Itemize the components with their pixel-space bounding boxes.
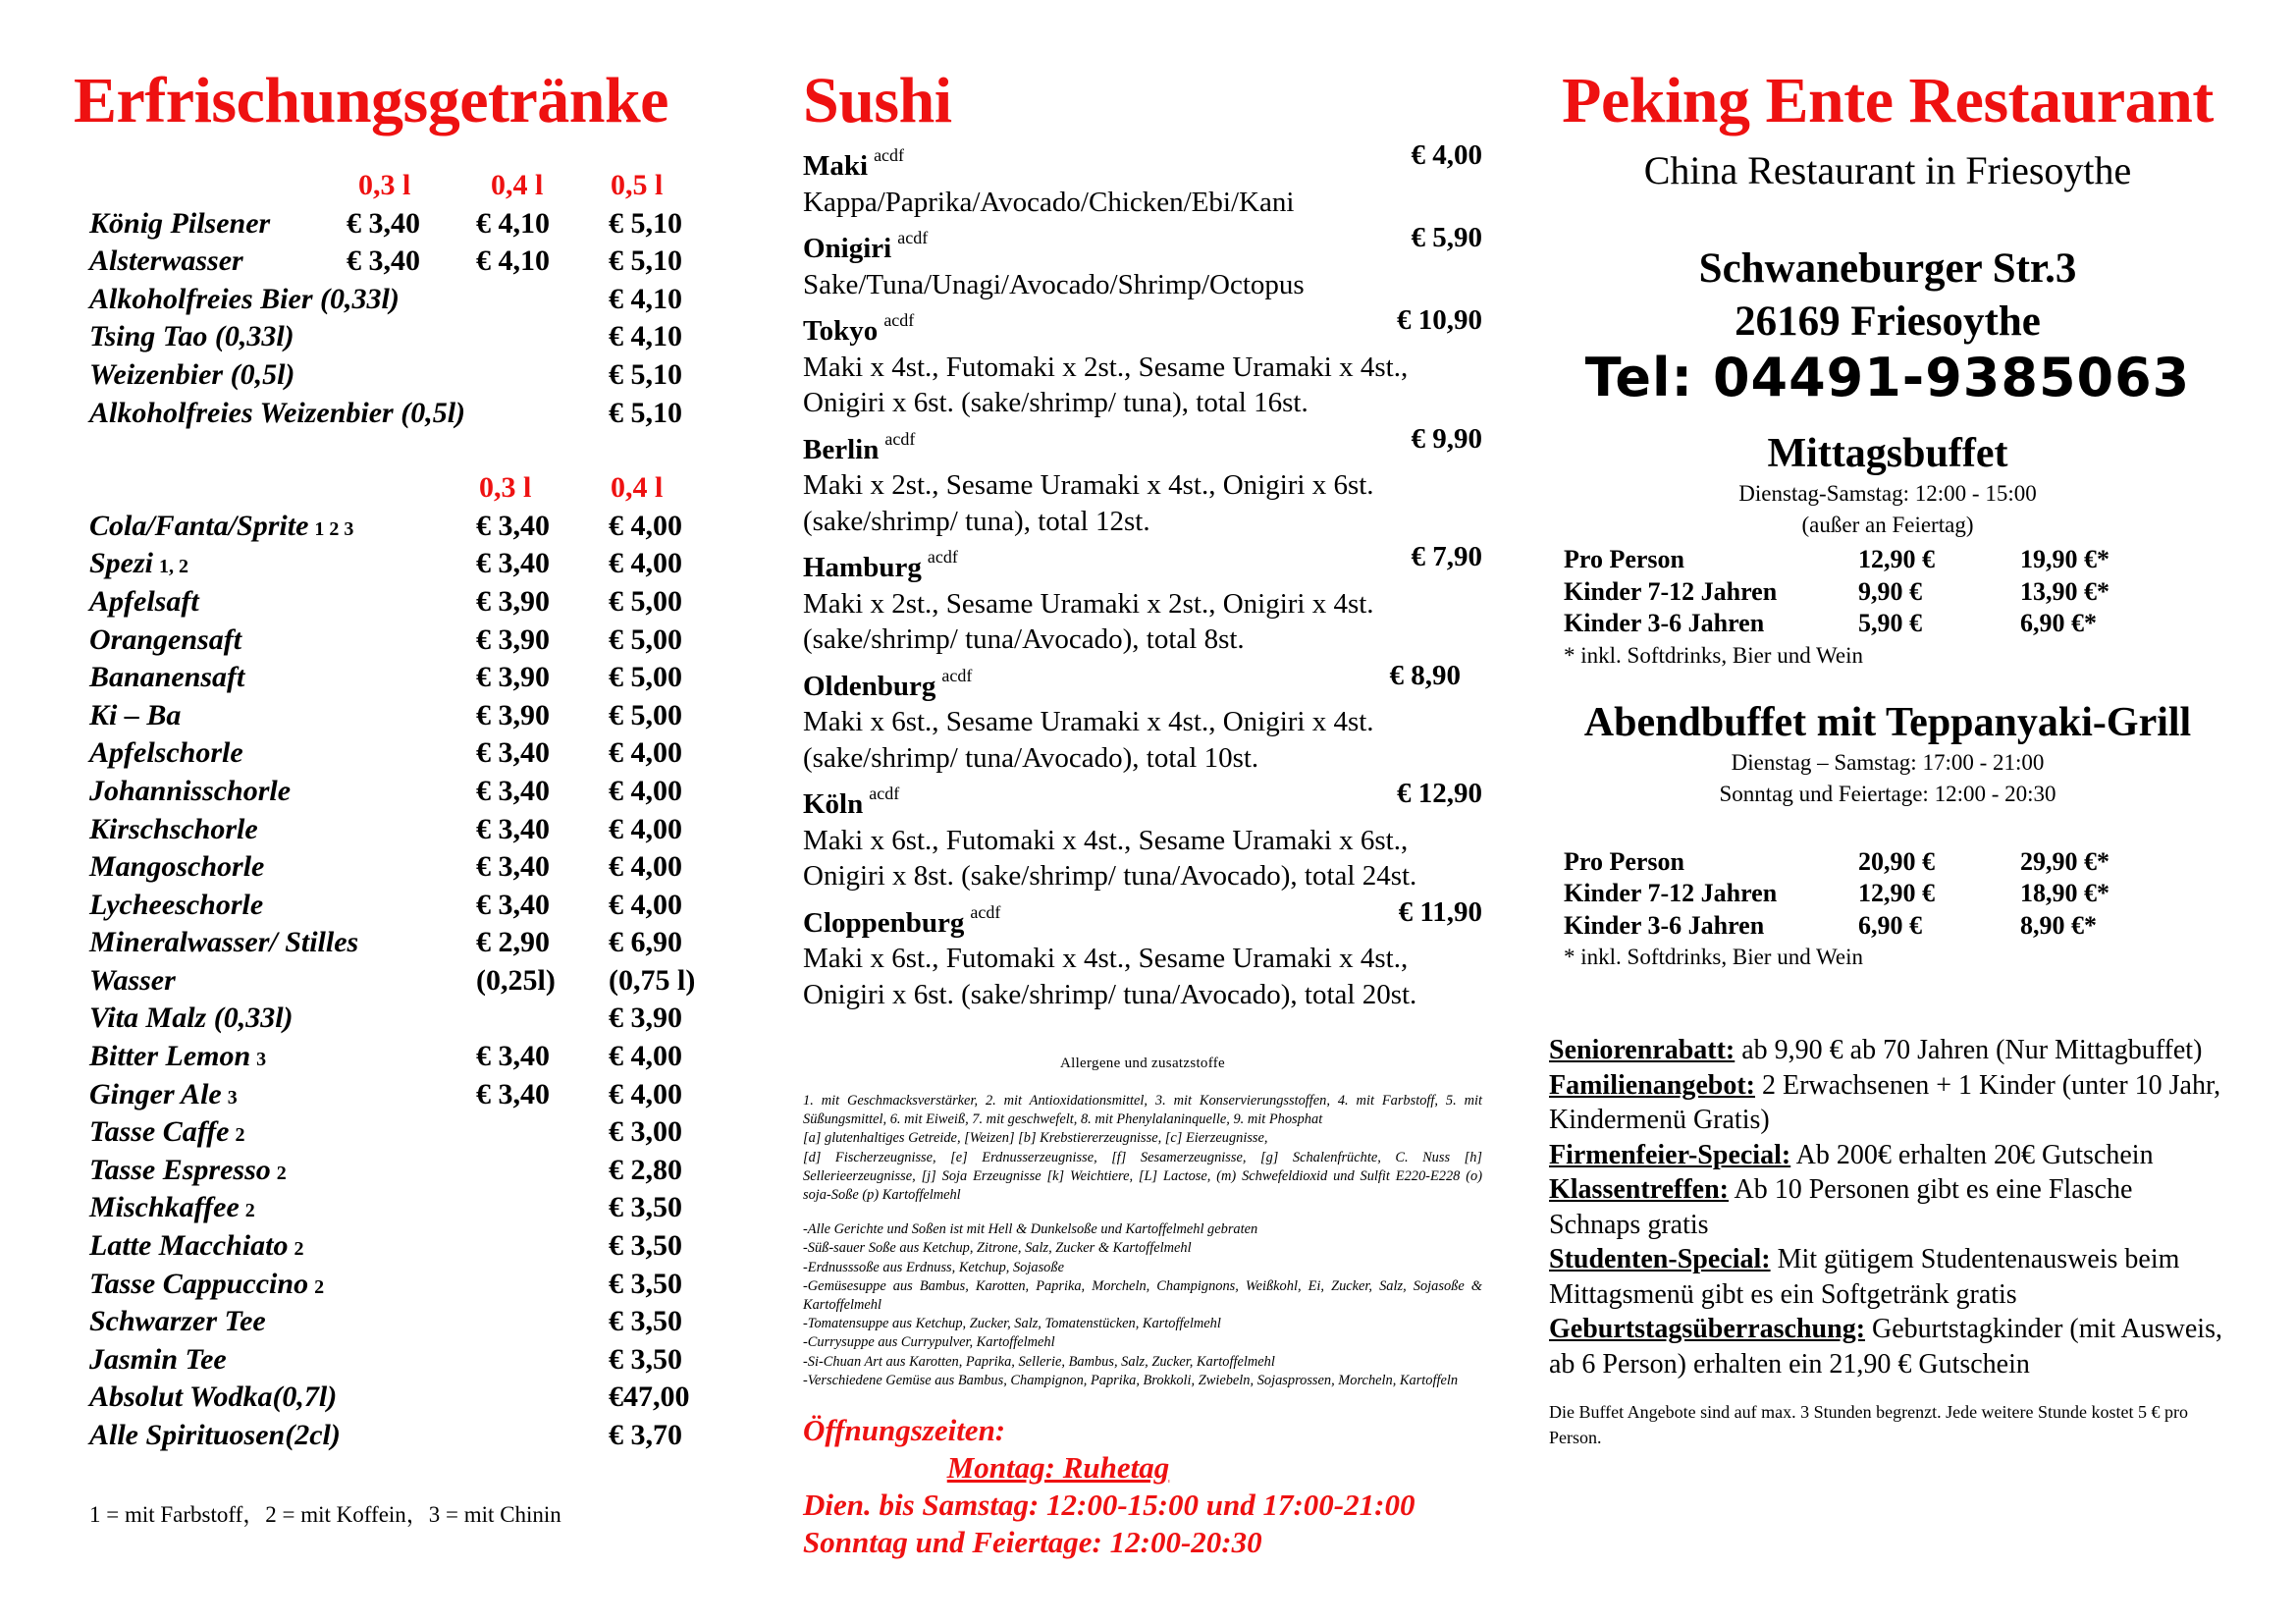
lunch-buffet-time: (außer an Feiertag) <box>1801 513 1974 537</box>
drink-name: Mineralwasser/ Stilles <box>89 926 359 959</box>
drink-price-large: € 5,00 <box>609 661 682 694</box>
offer-label: Familienangebot: <box>1549 1069 1755 1101</box>
sushi-item-description: (sake/shrimp/ tuna/Avocado), total 8st. <box>803 623 1245 655</box>
drink-name: Mischkaffee <box>89 1191 240 1224</box>
drink-row <box>74 813 731 851</box>
drink-price-small: € 3,40 <box>476 1040 550 1073</box>
drink-row <box>74 661 731 699</box>
beer-table <box>74 169 731 434</box>
sauce-note: -Alle Gerichte und Soßen ist mit Hell & Dunkelsoße und Kartoffelmehl gebraten <box>803 1221 1258 1238</box>
drink-name-wrap <box>89 547 188 580</box>
drink-name: Tasse Cappuccino <box>89 1267 309 1300</box>
drink-additive-note: 3 <box>227 1086 238 1109</box>
drink-name: Apfelsaft <box>89 584 199 618</box>
sushi-item-description: Onigiri x 6st. (sake/shrimp/ tuna), total 16st. <box>803 387 1308 418</box>
beer-size-header: 0,3 l <box>358 169 411 201</box>
drink-price-small: € 3,90 <box>476 584 550 618</box>
offer-text: 2 Erwachsenen + 1 Kinder (unter 10 Jahr, Kindermenü Gratis) <box>1549 1069 2221 1135</box>
allergens-line: [d] Fischerzeugnisse, [e] Erdnusserzeugnisse, [f] Sesamerzeugnisse, [g] Schalenfrüchte, C. Nuss [h] Sellerieerzeugnisse, [j] Soja Erzeugnisse [k] Weichtiere, [L] Lactose, (m) Schwefeldioxid und Sulfit E220-E228 (o) soja-Soße (p) Kartoffelmehl <box>803 1149 1482 1204</box>
buffet-price: 9,90 € <box>1858 576 1922 606</box>
drink-row <box>74 964 731 1002</box>
drink-row <box>74 850 731 889</box>
sushi-allergen-codes: acdf <box>897 228 929 247</box>
drink-row <box>74 775 731 813</box>
drink-price-large: € 4,00 <box>609 736 682 770</box>
address-city: 26169 Friesoythe <box>1735 298 2041 345</box>
buffet-price-row <box>1549 577 2226 610</box>
drink-row <box>74 736 731 775</box>
sushi-item-price: € 4,00 <box>1411 139 1482 171</box>
opening-weekdays: Dien. bis Samstag: 12:00-15:00 und 17:00-21:00 <box>803 1488 1415 1523</box>
drink-price-0-4l: € 4,10 <box>476 206 550 240</box>
drink-name: Spezi <box>89 547 154 580</box>
drink-price-large: € 3,50 <box>609 1191 682 1224</box>
drink-name-wrap <box>89 1078 238 1111</box>
offer-label: Firmenfeier-Special: <box>1549 1139 1791 1170</box>
sushi-allergen-codes: acdf <box>970 901 1001 922</box>
drink-row <box>74 1115 731 1154</box>
drink-row <box>74 889 731 927</box>
offer-label: Studenten-Special: <box>1549 1244 1771 1274</box>
drink-row <box>74 1040 731 1078</box>
drink-additive-note: 2 <box>276 1162 287 1184</box>
restaurant-subtitle: China Restaurant in Friesoythe <box>1643 148 2132 192</box>
offer-text: Geburtstagkinder (mit Ausweis, ab 6 Person) erhalten ein 21,90 € Gutschein <box>1549 1314 2222 1380</box>
drink-row <box>74 1419 731 1457</box>
sushi-item-description: Sake/Tuna/Unagi/Avocado/Shrimp/Octopus <box>803 268 1305 300</box>
sauce-note: -Currysuppe aus Currypulver, Kartoffelmehl <box>803 1334 1055 1351</box>
dinner-buffet-time: Dienstag – Samstag: 17:00 - 21:00 <box>1731 749 2045 775</box>
drink-name-wrap <box>89 1154 287 1187</box>
drink-price-0-5l: € 4,10 <box>609 282 682 315</box>
allergen-text <box>803 1092 1482 1205</box>
buffet-price-with-drinks: 19,90 €* <box>2020 545 2109 573</box>
drink-name: Jasmin Tee <box>89 1342 227 1376</box>
drink-price-small: € 3,40 <box>476 888 550 921</box>
soft-size-header: 0,3 l <box>479 471 532 505</box>
drink-price-large: € 5,00 <box>609 584 682 618</box>
sushi-item-header <box>803 220 1482 267</box>
buffet-category: Kinder 7-12 Jahren <box>1564 576 1778 606</box>
drink-row <box>74 1001 731 1040</box>
buffet-price-with-drinks: 6,90 €* <box>2020 609 2097 637</box>
additive-footnote: 1 = mit Farbstoff，2 = mit Koffein，3 = mit Chinin <box>89 1501 561 1527</box>
phone-number[interactable]: Tel: 04491-9385063 <box>1584 347 2191 408</box>
sushi-item-name: Maki <box>803 150 869 182</box>
offer-text: ab 9,90 € ab 70 Jahren (Nur Mittagbuffet) <box>1741 1035 2203 1065</box>
sushi-item-description: Maki x 2st., Sesame Uramaki x 2st., Onigiri x 4st. <box>803 587 1374 620</box>
drink-name: Alkoholfreies Weizenbier (0,5l) <box>89 396 466 429</box>
drink-name-wrap <box>89 926 358 959</box>
drink-name-wrap <box>89 1419 341 1452</box>
lunch-buffet-note: * inkl. Softdrinks, Bier und Wein <box>1564 642 1864 668</box>
drink-row <box>74 926 731 964</box>
drink-row <box>74 1343 731 1381</box>
drink-price-small: (0,25l) <box>476 963 556 997</box>
drink-name-wrap <box>89 510 353 543</box>
sushi-allergen-codes: acdf <box>927 547 958 567</box>
drink-row <box>74 244 731 283</box>
buffet-price: 12,90 € <box>1858 879 1935 907</box>
drink-name-wrap <box>89 775 291 808</box>
drink-name-wrap <box>89 623 241 657</box>
drinks-section <box>74 65 731 1529</box>
drink-name-wrap <box>89 964 176 998</box>
drink-additive-note: 2 <box>294 1238 304 1261</box>
drink-price-small: € 3,40 <box>476 774 550 807</box>
lunch-buffet-time: Dienstag-Samstag: 12:00 - 15:00 <box>1738 481 2037 506</box>
drink-price-small: € 3,40 <box>476 850 550 884</box>
buffet-limit-note: Die Buffet Angebote sind auf max. 3 Stunden begrenzt. Jede weitere Stunde kostet 5 € pro Person. <box>1549 1402 2189 1447</box>
sushi-allergen-codes: acdf <box>884 428 916 449</box>
offer-label: Klassentreffen: <box>1549 1174 1729 1205</box>
drink-name-wrap <box>89 1268 324 1301</box>
sushi-item-description: Maki x 2st., Sesame Uramaki x 4st., Onigiri x 6st. <box>803 469 1374 501</box>
dinner-buffet <box>1549 698 2226 973</box>
drink-row <box>74 1191 731 1229</box>
drink-name: Alle Spirituosen(2cl) <box>89 1419 341 1451</box>
drink-row <box>74 547 731 585</box>
drink-price-small: € 3,90 <box>476 698 550 731</box>
drink-price-large: € 4,00 <box>609 812 682 845</box>
drink-additive-note: 3 <box>256 1049 267 1071</box>
drink-price-0-5l: € 4,10 <box>609 320 682 353</box>
drink-price-large: € 3,50 <box>609 1267 682 1300</box>
drink-price-large: (0,75 l) <box>609 963 696 997</box>
sushi-item-price: € 11,90 <box>1398 895 1482 928</box>
sushi-item-description: Kappa/Paprika/Avocado/Chicken/Ebi/Kani <box>803 186 1295 218</box>
buffet-price: 20,90 € <box>1858 846 1935 876</box>
drink-row <box>74 1229 731 1268</box>
dinner-buffet-time: Sonntag und Feiertage: 12:00 - 20:30 <box>1719 781 2056 806</box>
drink-name: Ki – Ba <box>89 698 182 731</box>
drink-price-0-3l: € 3,40 <box>347 244 420 278</box>
sushi-item-name: Onigiri <box>803 233 892 264</box>
drink-price-large: € 4,00 <box>609 1077 682 1110</box>
sauce-note: -Tomatensuppe aus Ketchup, Zucker, Salz, Tomatenstücken, Kartoffelmehl <box>803 1316 1221 1332</box>
drink-price-0-5l: € 5,10 <box>609 206 682 240</box>
drink-name: Wasser <box>89 963 176 997</box>
allergen-title: Allergene und zusatzstoffe <box>1059 1056 1226 1071</box>
drink-name: Schwarzer Tee <box>89 1305 266 1338</box>
drink-name-wrap <box>89 699 181 732</box>
drink-row <box>74 623 731 662</box>
sushi-item-header <box>803 302 1482 350</box>
sushi-item-description: Maki x 6st., Futomaki x 4st., Sesame Uramaki x 6st., <box>803 824 1409 856</box>
drink-name: Tasse Espresso <box>89 1153 271 1186</box>
drink-price-large: € 3,00 <box>609 1115 682 1149</box>
drink-price-large: € 3,50 <box>609 1342 682 1376</box>
sushi-item-header <box>803 539 1482 586</box>
lunch-buffet-title: Mittagsbuffet <box>1767 431 2008 476</box>
drink-row <box>74 585 731 623</box>
sushi-item-price: € 8,90 <box>1389 659 1461 691</box>
special-offers <box>1549 1033 2226 1381</box>
beer-header-row <box>74 169 731 207</box>
drink-name: Bitter Lemon <box>89 1040 251 1073</box>
drink-name: Tsing Tao (0,33l) <box>89 320 294 353</box>
buffet-price-row <box>1549 847 2226 880</box>
drink-price-small: € 3,40 <box>476 812 550 845</box>
drink-name: Johannisschorle <box>89 774 292 807</box>
sushi-item-price: € 9,90 <box>1411 422 1482 455</box>
drink-price-small: € 3,40 <box>476 547 550 580</box>
sushi-item-header <box>803 137 1482 185</box>
buffet-price-row <box>1549 911 2226 944</box>
drink-name-wrap <box>89 1229 303 1263</box>
drink-name: Latte Macchiato <box>89 1229 289 1263</box>
drink-name: Cola/Fanta/Sprite <box>89 509 309 542</box>
drink-name-wrap <box>89 813 258 846</box>
drink-price-large: € 3,50 <box>609 1229 682 1263</box>
drink-price-0-5l: € 5,10 <box>609 396 682 429</box>
buffet-price: 6,90 € <box>1858 910 1922 940</box>
drink-name: Vita Malz (0,33l) <box>89 1001 294 1035</box>
drink-price-0-5l: € 5,10 <box>609 244 682 278</box>
restaurant-name: Peking Ente Restaurant <box>1562 65 2214 136</box>
drink-name: Apfelschorle <box>89 736 243 770</box>
dinner-buffet-note: * inkl. Softdrinks, Bier und Wein <box>1564 945 1864 969</box>
drink-name: Orangensaft <box>89 623 242 656</box>
drink-row <box>74 397 731 435</box>
drink-price-large: € 3,70 <box>609 1419 682 1451</box>
drink-name-wrap <box>89 1191 255 1224</box>
lunch-buffet <box>1549 429 2226 671</box>
drink-name: Bananensaft <box>89 661 245 694</box>
additives-line: 1. mit Geschmacksverstärker, 2. mit Antioxidationsmittel, 3. mit Konservierungsstoffen, 4. mit Farbstoff, 5. mit Süßungsmittel, 6. mit Eiweiß, 7. mit geschwefelt, 8. mit Phenylalaninquelle, 9. mit Phosphat <box>803 1093 1482 1128</box>
drink-price-large: € 4,00 <box>609 774 682 807</box>
sushi-item-name: Köln <box>803 788 864 820</box>
buffet-price-row <box>1549 545 2226 577</box>
sushi-allergen-codes: acdf <box>869 784 900 803</box>
sushi-item-name: Berlin <box>803 433 880 465</box>
sushi-allergen-codes: acdf <box>883 310 915 330</box>
drink-name: Lycheeschorle <box>89 888 264 921</box>
special-offer <box>1549 1033 2226 1068</box>
sushi-item-header <box>803 421 1482 468</box>
address-street: Schwaneburger Str.3 <box>1698 245 2077 292</box>
sushi-item-description: Maki x 4st., Futomaki x 2st., Sesame Uramaki x 4st., <box>803 351 1409 383</box>
beer-size-header: 0,4 l <box>491 169 544 201</box>
drink-name-wrap <box>89 585 199 619</box>
sushi-section <box>803 65 1482 1561</box>
sushi-item-header <box>803 894 1482 942</box>
special-offer <box>1549 1068 2226 1138</box>
buffet-price-row <box>1549 609 2226 641</box>
restaurant-info-section <box>1549 65 2226 1450</box>
buffet-price-with-drinks: 18,90 €* <box>2020 879 2109 907</box>
drink-additive-note: 2 <box>244 1200 255 1222</box>
sushi-item-name: Cloppenburg <box>803 906 965 939</box>
sushi-item-description: (sake/shrimp/ tuna), total 12st. <box>803 505 1150 537</box>
drink-name: Alkoholfreies Bier (0,33l) <box>89 282 400 315</box>
drink-row <box>74 207 731 245</box>
sushi-title: Sushi <box>803 65 952 136</box>
drink-name-wrap <box>89 736 243 770</box>
drink-name-wrap <box>89 850 264 884</box>
drink-price-0-5l: € 5,10 <box>609 357 682 391</box>
buffet-price-with-drinks: 8,90 €* <box>2020 910 2097 940</box>
drink-row <box>74 283 731 321</box>
special-offer <box>1549 1138 2226 1173</box>
drink-price-small: € 3,40 <box>476 509 550 542</box>
soft-header-row <box>74 471 731 510</box>
drink-price-large: € 6,90 <box>609 926 682 959</box>
sauce-notes <box>803 1220 1482 1390</box>
drink-name-wrap <box>89 1343 227 1377</box>
allergens-line: [a] glutenhaltiges Getreide, [Weizen] [b] Krebstiererzeugnisse, [c] Eierzeugnisse, <box>803 1130 1268 1147</box>
drink-price-large: € 4,00 <box>609 547 682 580</box>
drink-name: König Pilsener <box>89 206 271 240</box>
sauce-note: -Si-Chuan Art aus Karotten, Paprika, Sellerie, Bambus, Salz, Zucker, Kartoffelmehl <box>803 1353 1275 1370</box>
drink-name-wrap <box>89 1115 245 1149</box>
drink-price-large: € 3,90 <box>609 1001 682 1035</box>
buffet-category: Pro Person <box>1564 846 1684 876</box>
drink-price-small: € 3,90 <box>476 623 550 656</box>
drink-row <box>74 358 731 397</box>
dinner-buffet-title: Abendbuffet mit Teppanyaki-Grill <box>1583 699 2192 745</box>
drink-name-wrap <box>89 661 244 694</box>
buffet-price: 5,90 € <box>1858 609 1922 637</box>
sushi-allergen-codes: acdf <box>874 145 905 165</box>
drink-row <box>74 510 731 548</box>
sushi-item-header <box>803 658 1482 705</box>
buffet-category: Kinder 7-12 Jahren <box>1564 879 1778 907</box>
sauce-note: -Erdnusssoße aus Erdnuss, Ketchup, Sojasoße <box>803 1259 1064 1275</box>
drink-name: Mangoschorle <box>89 850 265 884</box>
drink-price-large: €47,00 <box>609 1380 690 1414</box>
soft-drink-table <box>74 471 731 1456</box>
drink-price-large: € 2,80 <box>609 1153 682 1186</box>
drink-row <box>74 1380 731 1419</box>
drink-name-wrap <box>89 1001 294 1035</box>
buffet-category: Pro Person <box>1564 545 1684 573</box>
drink-row <box>74 699 731 737</box>
sauce-note: -Verschiedene Gemüse aus Bambus, Champignon, Paprika, Brokkoli, Zwiebeln, Sojasprossen, Morcheln, Kartoffeln <box>803 1372 1459 1388</box>
drink-name: Absolut Wodka(0,7l) <box>89 1380 338 1414</box>
drink-additive-note: 1 2 3 <box>314 517 354 540</box>
drink-price-small: € 3,90 <box>476 661 550 694</box>
drink-name-wrap <box>89 1380 337 1414</box>
drink-name: Kirschschorle <box>89 812 258 845</box>
offer-label: Geburtstagsüberraschung: <box>1549 1314 1866 1344</box>
drink-price-large: € 5,00 <box>609 698 682 731</box>
sushi-item-name: Tokyo <box>803 315 879 347</box>
drink-price-small: € 3,40 <box>476 736 550 770</box>
opening-closed-day: Montag: Ruhetag <box>946 1450 1170 1486</box>
drink-price-large: € 4,00 <box>609 888 682 921</box>
drink-row <box>74 1305 731 1343</box>
sushi-item-description: (sake/shrimp/ tuna/Avocado), total 10st. <box>803 741 1259 774</box>
special-offer <box>1549 1312 2226 1381</box>
drink-price-large: € 4,00 <box>609 509 682 542</box>
drink-price-large: € 3,50 <box>609 1305 682 1338</box>
drink-row <box>74 1078 731 1116</box>
offer-text: Ab 200€ erhalten 20€ Gutschein <box>1795 1139 2154 1170</box>
drink-row <box>74 1154 731 1192</box>
drink-name-wrap <box>89 1305 266 1338</box>
drinks-title: Erfrischungsgetränke <box>74 65 668 136</box>
drink-additive-note: 2 <box>314 1275 325 1298</box>
buffet-category: Kinder 3-6 Jahren <box>1564 910 1765 940</box>
sushi-item-description: Onigiri x 8st. (sake/shrimp/ tuna/Avocado), total 24st. <box>803 860 1417 892</box>
sushi-item-price: € 12,90 <box>1397 778 1482 809</box>
sushi-item-name: Hamburg <box>803 552 922 583</box>
buffet-category: Kinder 3-6 Jahren <box>1564 609 1765 637</box>
drink-price-small: € 2,90 <box>476 926 550 959</box>
drink-price-0-3l: € 3,40 <box>347 206 420 240</box>
sushi-item-price: € 5,90 <box>1411 222 1482 253</box>
drink-price-small: € 3,40 <box>476 1077 550 1110</box>
opening-sunday: Sonntag und Feiertage: 12:00-20:30 <box>803 1525 1262 1560</box>
drink-price-large: € 5,00 <box>609 623 682 656</box>
special-offer <box>1549 1172 2226 1242</box>
offer-text: Mit gütigem Studentenausweis beim Mittagsmenü gibt es ein Softgetränk gratis <box>1549 1244 2180 1310</box>
drink-price-0-4l: € 4,10 <box>476 244 550 278</box>
offer-label: Seniorenrabatt: <box>1549 1035 1735 1065</box>
drink-additive-note: 2 <box>235 1124 245 1147</box>
sushi-item-name: Oldenburg <box>803 670 936 702</box>
sushi-item-description: Onigiri x 6st. (sake/shrimp/ tuna/Avocado), total 20st. <box>803 978 1417 1010</box>
drink-name: Alsterwasser <box>89 244 243 278</box>
drink-name: Tasse Caffe <box>89 1115 230 1149</box>
sushi-allergen-codes: acdf <box>941 665 973 685</box>
address <box>1549 243 2226 349</box>
sauce-note: -Süß-sauer Soße aus Ketchup, Zitrone, Salz, Zucker & Kartoffelmehl <box>803 1240 1192 1257</box>
drink-name-wrap <box>89 889 263 922</box>
buffet-price: 12,90 € <box>1858 545 1935 573</box>
offer-text: Ab 10 Personen gibt es eine Flasche Schnaps gratis <box>1549 1174 2133 1240</box>
drink-row <box>74 1268 731 1306</box>
sushi-item-description: Maki x 6st., Sesame Uramaki x 4st., Onigiri x 4st. <box>803 706 1374 737</box>
sushi-item-header <box>803 776 1482 823</box>
sushi-item-description: Maki x 6st., Futomaki x 4st., Sesame Uramaki x 4st., <box>803 943 1409 974</box>
soft-size-header: 0,4 l <box>611 471 664 505</box>
special-offer <box>1549 1242 2226 1312</box>
drink-name-wrap <box>89 1040 266 1073</box>
sushi-item-price: € 10,90 <box>1397 304 1482 336</box>
drink-name: Ginger Ale <box>89 1077 222 1110</box>
drink-price-large: € 4,00 <box>609 1040 682 1073</box>
buffet-price-with-drinks: 13,90 €* <box>2020 576 2109 606</box>
sushi-item-price: € 7,90 <box>1411 541 1482 572</box>
sauce-note: -Gemüsesuppe aus Bambus, Karotten, Paprika, Morcheln, Champignons, Weißkohl, Ei, Zucker, Salz, Sojasoße & Kartoffelmehl <box>803 1277 1482 1314</box>
drink-price-large: € 4,00 <box>609 850 682 884</box>
beer-size-header: 0,5 l <box>611 169 664 201</box>
buffet-price-with-drinks: 29,90 €* <box>2020 846 2109 876</box>
buffet-price-row <box>1549 879 2226 911</box>
drink-row <box>74 320 731 358</box>
opening-hours <box>803 1412 1482 1561</box>
drink-name: Weizenbier (0,5l) <box>89 357 295 391</box>
opening-title: Öffnungszeiten: <box>803 1413 1006 1448</box>
drink-additive-note: 1, 2 <box>159 556 189 578</box>
